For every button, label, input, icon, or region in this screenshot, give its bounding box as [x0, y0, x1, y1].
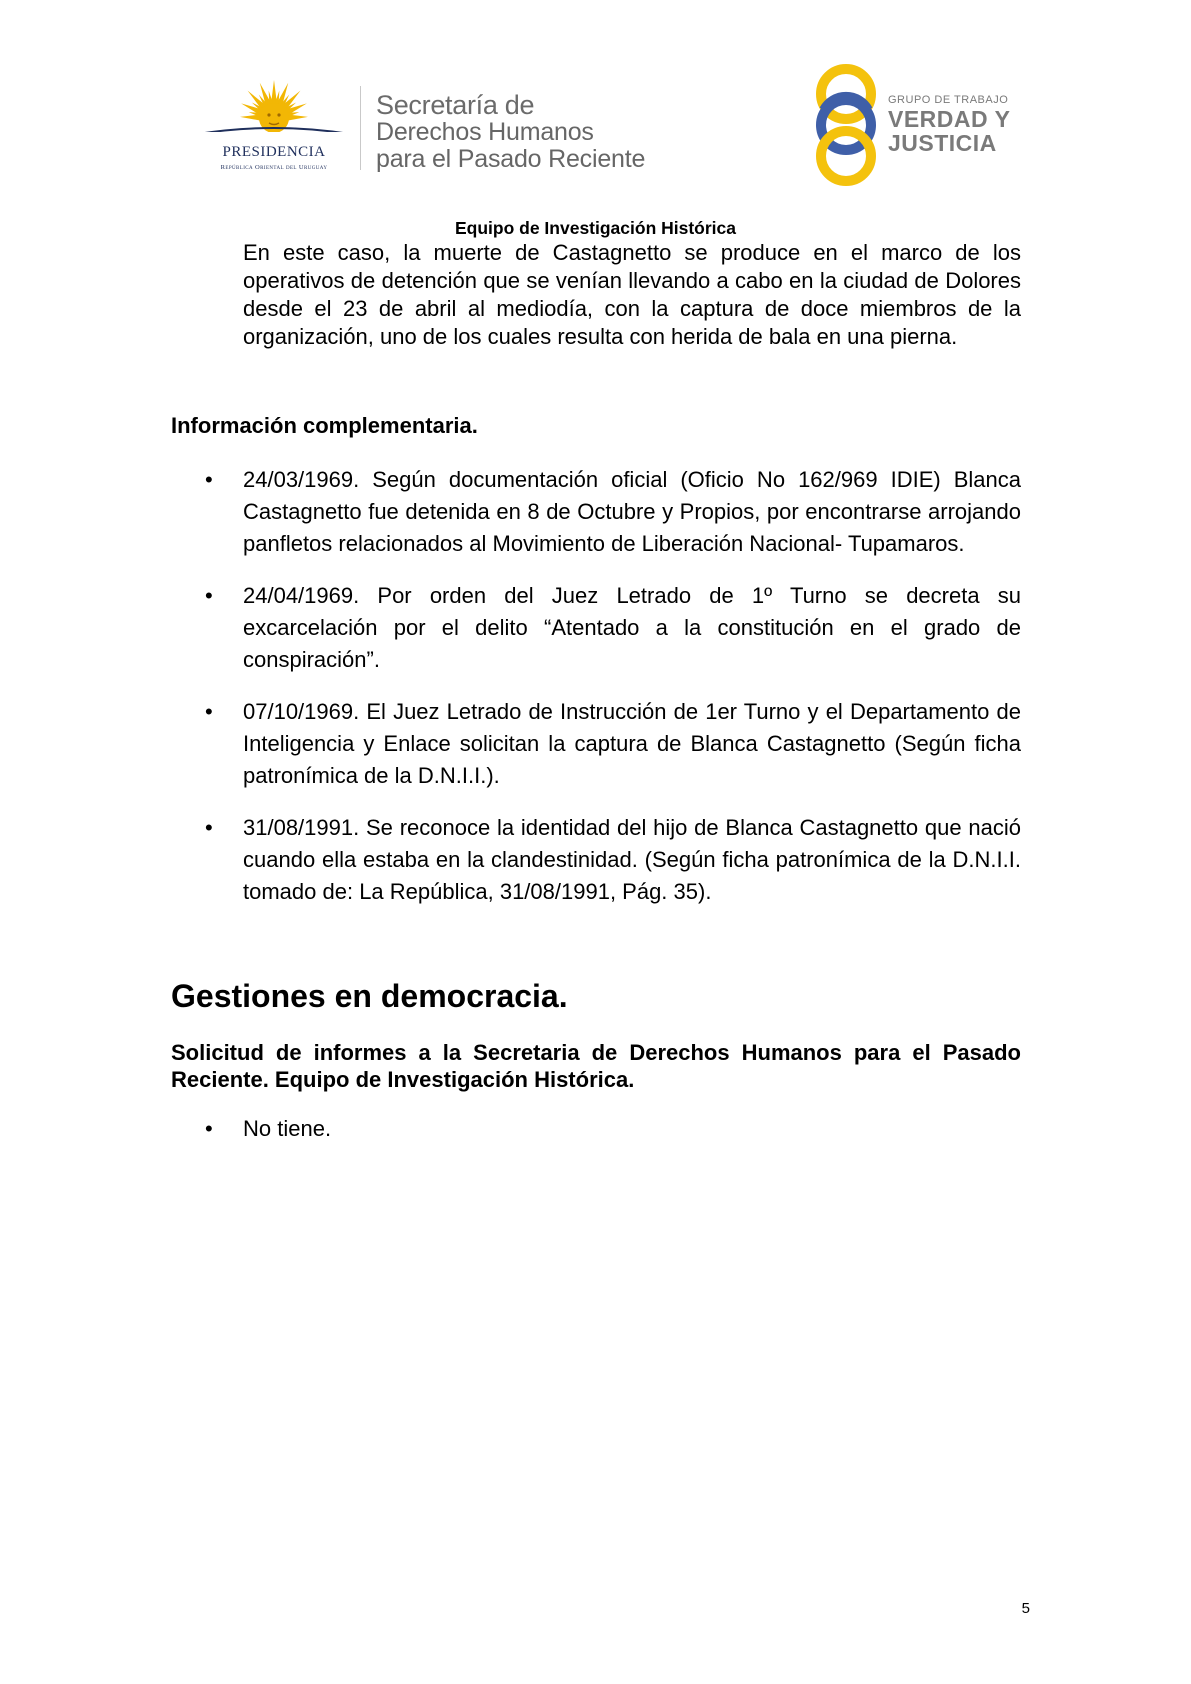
solicitud-list: [171, 1113, 1021, 1165]
vyj-line-1: GRUPO DE TRABAJO: [888, 94, 1009, 106]
list-item-text: 31/08/1991. Se reconoce la identidad del hijo de Blanca Castagnetto que nació cuando ella estaba en la clandestinidad. (Según ficha patronímica de la D.N.I.I. tomado de: La República, 31/08/1991, Pág. 35).: [243, 815, 1021, 904]
secretaria-line-2: Derechos Humanos: [376, 118, 594, 146]
sun-emblem-icon: [196, 78, 352, 148]
page-number: 5: [1021, 1600, 1030, 1617]
list-item: [171, 1113, 1021, 1145]
secretaria-line-3: para el Pasado Reciente: [376, 145, 646, 173]
bullet-icon: •: [205, 1116, 213, 1141]
info-list: [171, 464, 1021, 928]
bullet-icon: •: [205, 815, 213, 840]
team-title: Equipo de Investigación Histórica: [454, 218, 737, 238]
chain-rings-icon: [810, 62, 890, 188]
list-item-text: No tiene.: [243, 1116, 332, 1141]
vyj-line-2: VERDAD Y: [888, 106, 1011, 132]
intro-paragraph: En este caso, la muerte de Castagnetto se produce en el marco de los operativos de detención que se venían llevando a cabo en la ciudad de Dolores desde el 23 de abril al mediodía, con la captura de doce miembros de la organización, uno de los cuales resulta con herida de bala en una pierna.: [243, 240, 1021, 349]
presidencia-logo: [196, 78, 352, 178]
presidencia-word: PRESIDENCIA: [222, 144, 326, 160]
list-item: [171, 580, 1021, 676]
vyj-line-3: JUSTICIA: [888, 130, 997, 156]
presidencia-subtitle: República Oriental del Uruguay: [220, 164, 328, 171]
verdad-justicia-text: [888, 94, 1010, 155]
list-item: [171, 812, 1021, 908]
header-divider: [360, 86, 361, 170]
solicitud-heading: Solicitud de informes a la Secretaria de Derechos Humanos para el Pasado Reciente. Equipo de Investigación Histórica.: [171, 1040, 1021, 1092]
gestiones-heading: Gestiones en democracia.: [171, 978, 568, 1014]
secretaria-logo: [376, 92, 645, 173]
bullet-icon: •: [205, 583, 213, 608]
list-item: [171, 464, 1021, 560]
list-item-text: 07/10/1969. El Juez Letrado de Instrucción de 1er Turno y el Departamento de Inteligencia y Enlace solicitan la captura de Blanca Castagnetto (Según ficha patronímica de la D.N.I.I.).: [243, 699, 1021, 788]
secretaria-line-1: Secretaría de: [376, 90, 535, 120]
info-heading: Información complementaria.: [171, 413, 478, 438]
bullet-icon: •: [205, 699, 213, 724]
bullet-icon: •: [205, 467, 213, 492]
list-item: [171, 696, 1021, 792]
verdad-justicia-logo: [810, 62, 1030, 188]
list-item-text: 24/04/1969. Por orden del Juez Letrado de 1º Turno se decreta su excarcelación por el delito “Atentado a la constitución en el grado de conspiración”.: [243, 583, 1021, 672]
list-item-text: 24/03/1969. Según documentación oficial (Oficio No 162/969 IDIE) Blanca Castagnetto fue detenida en 8 de Octubre y Propios, por encontrarse arrojando panfletos relacionados al Movimiento de Liberación Nacional- Tupamaros.: [243, 467, 1021, 556]
